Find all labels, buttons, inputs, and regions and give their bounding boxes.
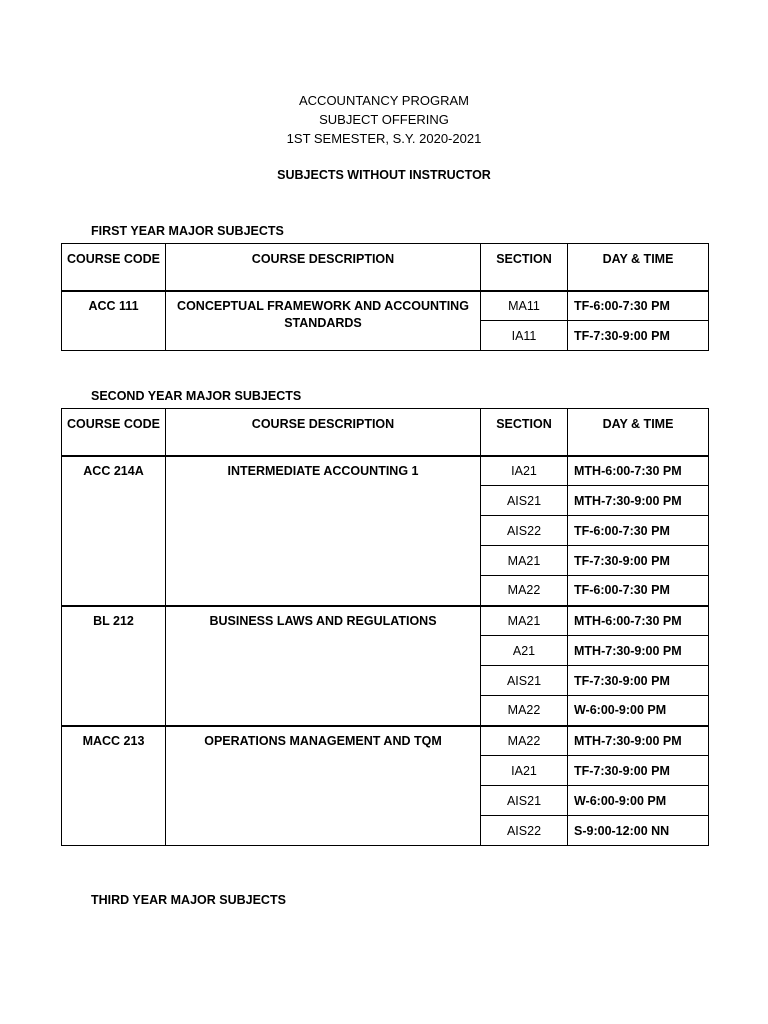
section-cell: AIS21 [481, 486, 568, 516]
day-time-cell: MTH-7:30-9:00 PM [568, 486, 709, 516]
section-cell: AIS21 [481, 666, 568, 696]
offering-title: SUBJECT OFFERING [319, 112, 449, 127]
section-cell: MA21 [481, 606, 568, 636]
section-cell: IA21 [481, 756, 568, 786]
program-title: ACCOUNTANCY PROGRAM [299, 93, 469, 108]
course-description: INTERMEDIATE ACCOUNTING 1 [166, 456, 481, 606]
table-row [62, 726, 709, 756]
course-description: CONCEPTUAL FRAMEWORK AND ACCOUNTING STANDARDS [166, 291, 481, 351]
first-year-heading: FIRST YEAR MAJOR SUBJECTS [91, 224, 284, 238]
day-time-cell: TF-7:30-9:00 PM [568, 321, 709, 351]
col-header-description: COURSE DESCRIPTION [166, 409, 481, 456]
day-time-cell: TF-6:00-7:30 PM [568, 516, 709, 546]
table-row [62, 291, 709, 321]
day-time-cell: MTH-7:30-9:00 PM [568, 636, 709, 666]
course-code: BL 212 [62, 606, 166, 726]
col-header-code: COURSE CODE [62, 244, 166, 291]
section-cell: IA21 [481, 456, 568, 486]
document-subtitle: SUBJECTS WITHOUT INSTRUCTOR [277, 168, 491, 182]
section-cell: MA22 [481, 696, 568, 726]
table-header-row [62, 244, 709, 291]
section-cell: AIS22 [481, 516, 568, 546]
col-header-day-time: DAY & TIME [568, 244, 709, 291]
first-year-table [61, 243, 709, 351]
col-header-description: COURSE DESCRIPTION [166, 244, 481, 291]
table-header-row [62, 409, 709, 456]
col-header-section: SECTION [481, 244, 568, 291]
day-time-cell: MTH-6:00-7:30 PM [568, 606, 709, 636]
semester-title: 1ST SEMESTER, S.Y. 2020-2021 [286, 131, 482, 146]
course-code: ACC 214A [62, 456, 166, 606]
table-row [62, 606, 709, 636]
section-cell: IA11 [481, 321, 568, 351]
day-time-cell: W-6:00-9:00 PM [568, 786, 709, 816]
col-header-day-time: DAY & TIME [568, 409, 709, 456]
day-time-cell: TF-7:30-9:00 PM [568, 666, 709, 696]
second-year-table [61, 408, 709, 846]
day-time-cell: TF-7:30-9:00 PM [568, 756, 709, 786]
day-time-cell: TF-6:00-7:30 PM [568, 576, 709, 606]
day-time-cell: S-9:00-12:00 NN [568, 816, 709, 846]
day-time-cell: TF-7:30-9:00 PM [568, 546, 709, 576]
section-cell: MA11 [481, 291, 568, 321]
day-time-cell: MTH-7:30-9:00 PM [568, 726, 709, 756]
day-time-cell: TF-6:00-7:30 PM [568, 291, 709, 321]
section-cell: MA22 [481, 576, 568, 606]
section-cell: MA21 [481, 546, 568, 576]
second-year-heading: SECOND YEAR MAJOR SUBJECTS [91, 389, 302, 403]
course-code: MACC 213 [62, 726, 166, 846]
course-code: ACC 111 [62, 291, 166, 351]
section-cell: AIS22 [481, 816, 568, 846]
table-row [62, 456, 709, 486]
section-cell: AIS21 [481, 786, 568, 816]
section-cell: A21 [481, 636, 568, 666]
day-time-cell: MTH-6:00-7:30 PM [568, 456, 709, 486]
col-header-code: COURSE CODE [62, 409, 166, 456]
course-description: BUSINESS LAWS AND REGULATIONS [166, 606, 481, 726]
course-description: OPERATIONS MANAGEMENT AND TQM [166, 726, 481, 846]
day-time-cell: W-6:00-9:00 PM [568, 696, 709, 726]
col-header-section: SECTION [481, 409, 568, 456]
third-year-heading: THIRD YEAR MAJOR SUBJECTS [91, 893, 286, 907]
section-cell: MA22 [481, 726, 568, 756]
document-header [0, 91, 768, 148]
